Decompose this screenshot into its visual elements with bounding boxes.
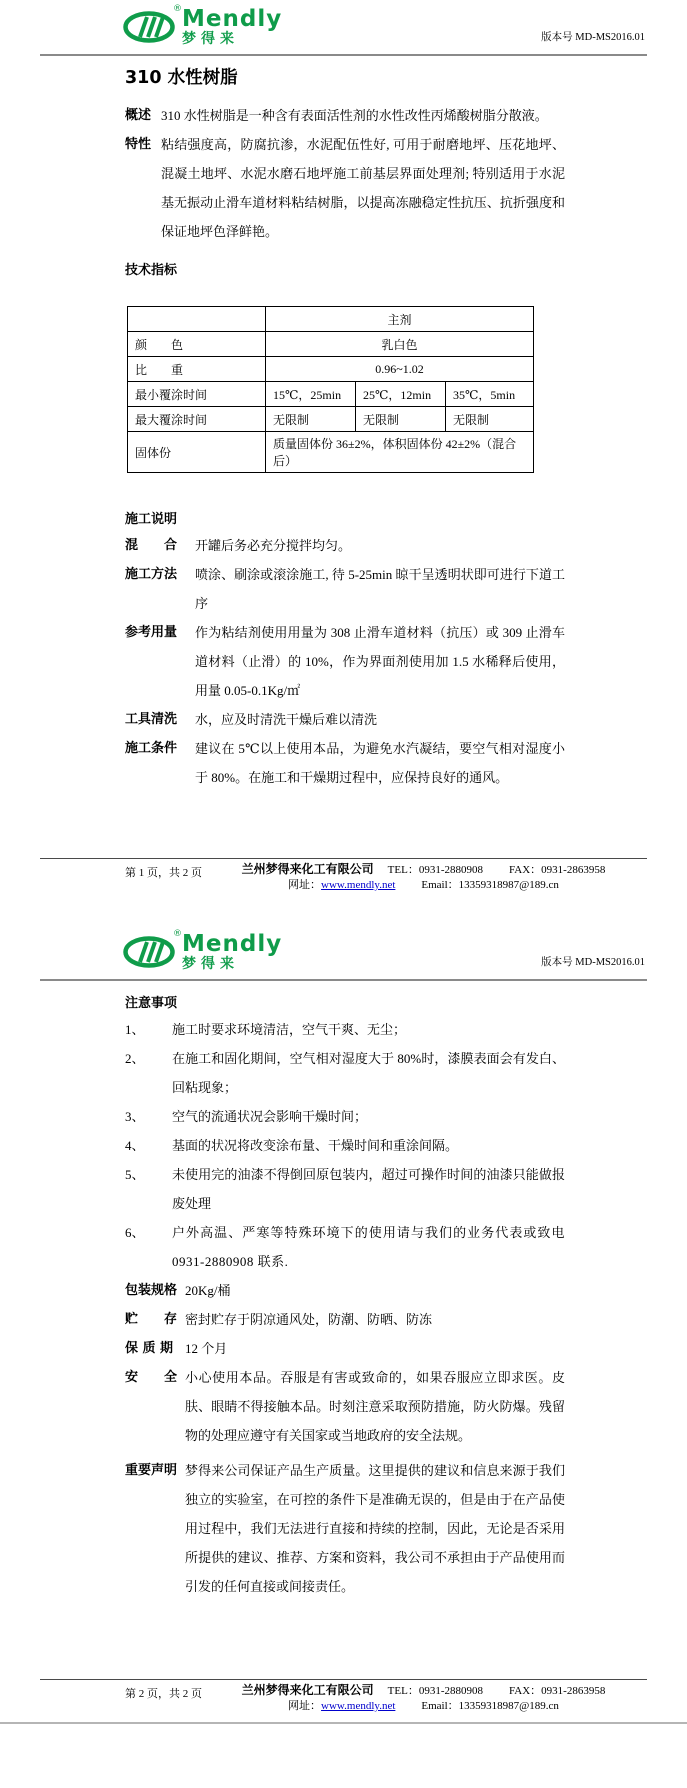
shelf-life-label: 保 质 期 (125, 1341, 174, 1356)
dosage-item: 参考用量 作为粘结剂使用用量为 308 止滑车道材料（抗压）或 309 止滑车道材料（止滑）的 10%，作为界面剂使用加 1.5 水稀释后使用，用量 0.05-0.1Kg/㎡ (125, 618, 565, 705)
web-line (288, 1699, 559, 1714)
table-row (128, 332, 534, 357)
page1-content (125, 64, 565, 792)
page-2 (0, 925, 687, 1714)
disclaimer-item: 重要声明 梦得来公司保证产品生产质量。这里提供的建议和信息来源于我们独立的实验室，在可控的条件下是准确无误的，但是由于在产品使用过程中，我们无法进行直接和持续的控制，因此，无论是否采用所提供的建议、推荐、方案和资料，我公司不承担由于产品使用而引发的任何直接或间接责任。 (125, 1456, 565, 1601)
mendly-logo-icon (123, 11, 177, 43)
gravity-value: 0.96~1.02 (266, 357, 534, 382)
notice-item: 3、 空气的流通状况会影响干燥时间； (125, 1109, 368, 1124)
company-line (242, 1683, 606, 1699)
method-item: 施工方法 喷涂、刷涂或滚涂施工, 待 5-25min 晾干呈透明状即可进行下道工序 (125, 560, 565, 618)
safety-item: 安 全 小心使用本品。吞服是有害或致命的，如果吞服应立即求医。皮肤、眼睛不得接触本品。时刻注意采取预防措施，防火防爆。残留物的处理应遵守有关国家或当地政府的安全法规。 (125, 1363, 565, 1450)
registered-trademark-icon: ® (173, 929, 182, 939)
notice-item: 5、 未使用完的油漆不得倒回原包装内，超过可操作时间的油漆只能做报废处理 (125, 1167, 565, 1211)
website-link[interactable]: www.mendly.net (321, 1700, 396, 1712)
notice-item: 2、 在施工和固化期间，空气相对湿度大于 80%时，漆膜表面会有发白、回粘现象； (125, 1051, 565, 1095)
mendly-logo (123, 4, 283, 47)
mendly-logo (123, 929, 283, 972)
table-row (128, 357, 534, 382)
fax-number: FAX：0931-2863958 (508, 864, 606, 876)
header-rule (40, 979, 647, 981)
version-label: 版本号 MD-MS2016.01 (541, 32, 645, 43)
max-recoat-15c: 无限制 (266, 407, 356, 432)
page1-header (0, 0, 687, 50)
min-recoat-35c: 35℃，5min (446, 382, 534, 407)
brand-name-en: Mendly (182, 931, 283, 957)
web-line (288, 878, 559, 893)
website-link[interactable]: www.mendly.net (321, 879, 396, 891)
table-row (128, 307, 534, 332)
mendly-logo-icon (123, 936, 177, 968)
condition-item: 施工条件 建议在 5℃以上使用本品，为避免水汽凝结，要空气相对湿度小于 80%。在施工和干燥期过程中，应保持良好的通风。 (125, 734, 565, 792)
tel-number: TEL：0931-2880908 (387, 1685, 483, 1697)
page2-content (125, 993, 565, 1601)
brand-name-en: Mendly (182, 6, 283, 32)
method-label: 施工方法 (125, 567, 178, 582)
safety-label: 安 全 (125, 1370, 178, 1385)
table-row (128, 407, 534, 432)
condition-label: 施工条件 (125, 741, 178, 756)
page1-number: 第 1 页，共 2 页 (125, 867, 202, 879)
gravity-label: 比 重 (128, 357, 266, 382)
feature-text: 粘结强度高，防腐抗渗，水泥配伍性好, 可用于耐磨地坪、压花地坪、混凝土地坪、水泥水磨石地坪施工前基层界面处理剂; 特别适用于水泥基无振动止滑车道材料粘结树脂，以提高冻融稳定性抗压、抗折强度和保证地坪色泽鲜艳。 (161, 137, 565, 239)
notice-item: 1、 施工时要求环境清洁，空气干爽、无尘； (125, 1022, 407, 1037)
tel-number: TEL：0931-2880908 (387, 864, 483, 876)
tech-spec-table (127, 306, 534, 473)
header-rule (40, 54, 647, 56)
max-recoat-35c: 无限制 (446, 407, 534, 432)
main-agent-header: 主剂 (266, 307, 534, 332)
notice-item: 6、 户外高温、严寒等特殊环境下的使用请与我们的业务代表或致电 0931-2880908 联系. (125, 1225, 565, 1269)
dosage-label: 参考用量 (125, 625, 178, 640)
shelf-life-item: 保 质 期 12 个月 (125, 1334, 565, 1363)
tool-clean-label: 工具清洗 (125, 712, 178, 727)
overview-label: 概述 (125, 108, 152, 123)
construction-heading: 施工说明 (125, 512, 178, 527)
packaging-label: 包装规格 (125, 1283, 178, 1298)
feature-label: 特性 (125, 137, 152, 152)
max-recoat-label: 最大覆涂时间 (128, 407, 266, 432)
fax-number: FAX：0931-2863958 (508, 1685, 606, 1697)
page2-header (0, 925, 687, 975)
document-bottom-edge (0, 1722, 687, 1788)
brand-name-cn: 梦得来 (182, 956, 239, 972)
notice-heading: 注意事项 (125, 996, 178, 1011)
packaging-item: 包装规格 20Kg/桶 (125, 1276, 565, 1305)
min-recoat-15c: 15℃，25min (266, 382, 356, 407)
page2-number: 第 2 页，共 2 页 (125, 1688, 202, 1700)
notice-item: 4、 基面的状况将改变涂布量、干燥时间和重涂间隔。 (125, 1138, 459, 1153)
company-name: 兰州梦得来化工有限公司 (241, 1683, 374, 1697)
mixing-item: 混 合 开罐后务必充分搅拌均匀。 (125, 531, 565, 560)
brand-name-cn: 梦得来 (182, 31, 239, 47)
site-label: 网址： (288, 879, 322, 891)
page1-footer (40, 858, 647, 893)
overview-section (125, 101, 565, 130)
email-address: Email：13359318987@189.cn (421, 1700, 559, 1712)
storage-item: 贮 存 密封贮存于阴凉通风处，防潮、防晒、防冻 (125, 1305, 565, 1334)
feature-section (125, 130, 565, 246)
mixing-label: 混 合 (125, 538, 178, 553)
page2-footer (40, 1679, 647, 1714)
site-label: 网址： (288, 1700, 322, 1712)
registered-trademark-icon: ® (173, 4, 182, 14)
overview-text: 310 水性树脂是一种含有表面活性剂的水性改性丙烯酸树脂分散液。 (161, 108, 548, 123)
max-recoat-25c: 无限制 (356, 407, 446, 432)
table-row (128, 432, 534, 473)
tool-clean-item: 工具清洗 水，应及时清洗干燥后难以清洗 (125, 705, 565, 734)
tech-indicators-heading: 技术指标 (125, 263, 178, 278)
color-value: 乳白色 (266, 332, 534, 357)
email-address: Email：13359318987@189.cn (421, 879, 559, 891)
table-row (128, 382, 534, 407)
color-label: 颜 色 (128, 332, 266, 357)
disclaimer-label: 重要声明 (125, 1463, 178, 1478)
min-recoat-label: 最小覆涂时间 (128, 382, 266, 407)
solids-value: 质量固体份 36±2%，体积固体份 42±2%（混合后） (266, 432, 534, 473)
page-title: 310 水性树脂 (125, 68, 238, 88)
storage-label: 贮 存 (125, 1312, 178, 1327)
min-recoat-25c: 25℃，12min (356, 382, 446, 407)
solids-label: 固体份 (128, 432, 266, 473)
version-label: 版本号 MD-MS2016.01 (541, 957, 645, 968)
page-1 (0, 0, 687, 893)
company-line (242, 862, 606, 878)
company-name: 兰州梦得来化工有限公司 (241, 862, 374, 876)
